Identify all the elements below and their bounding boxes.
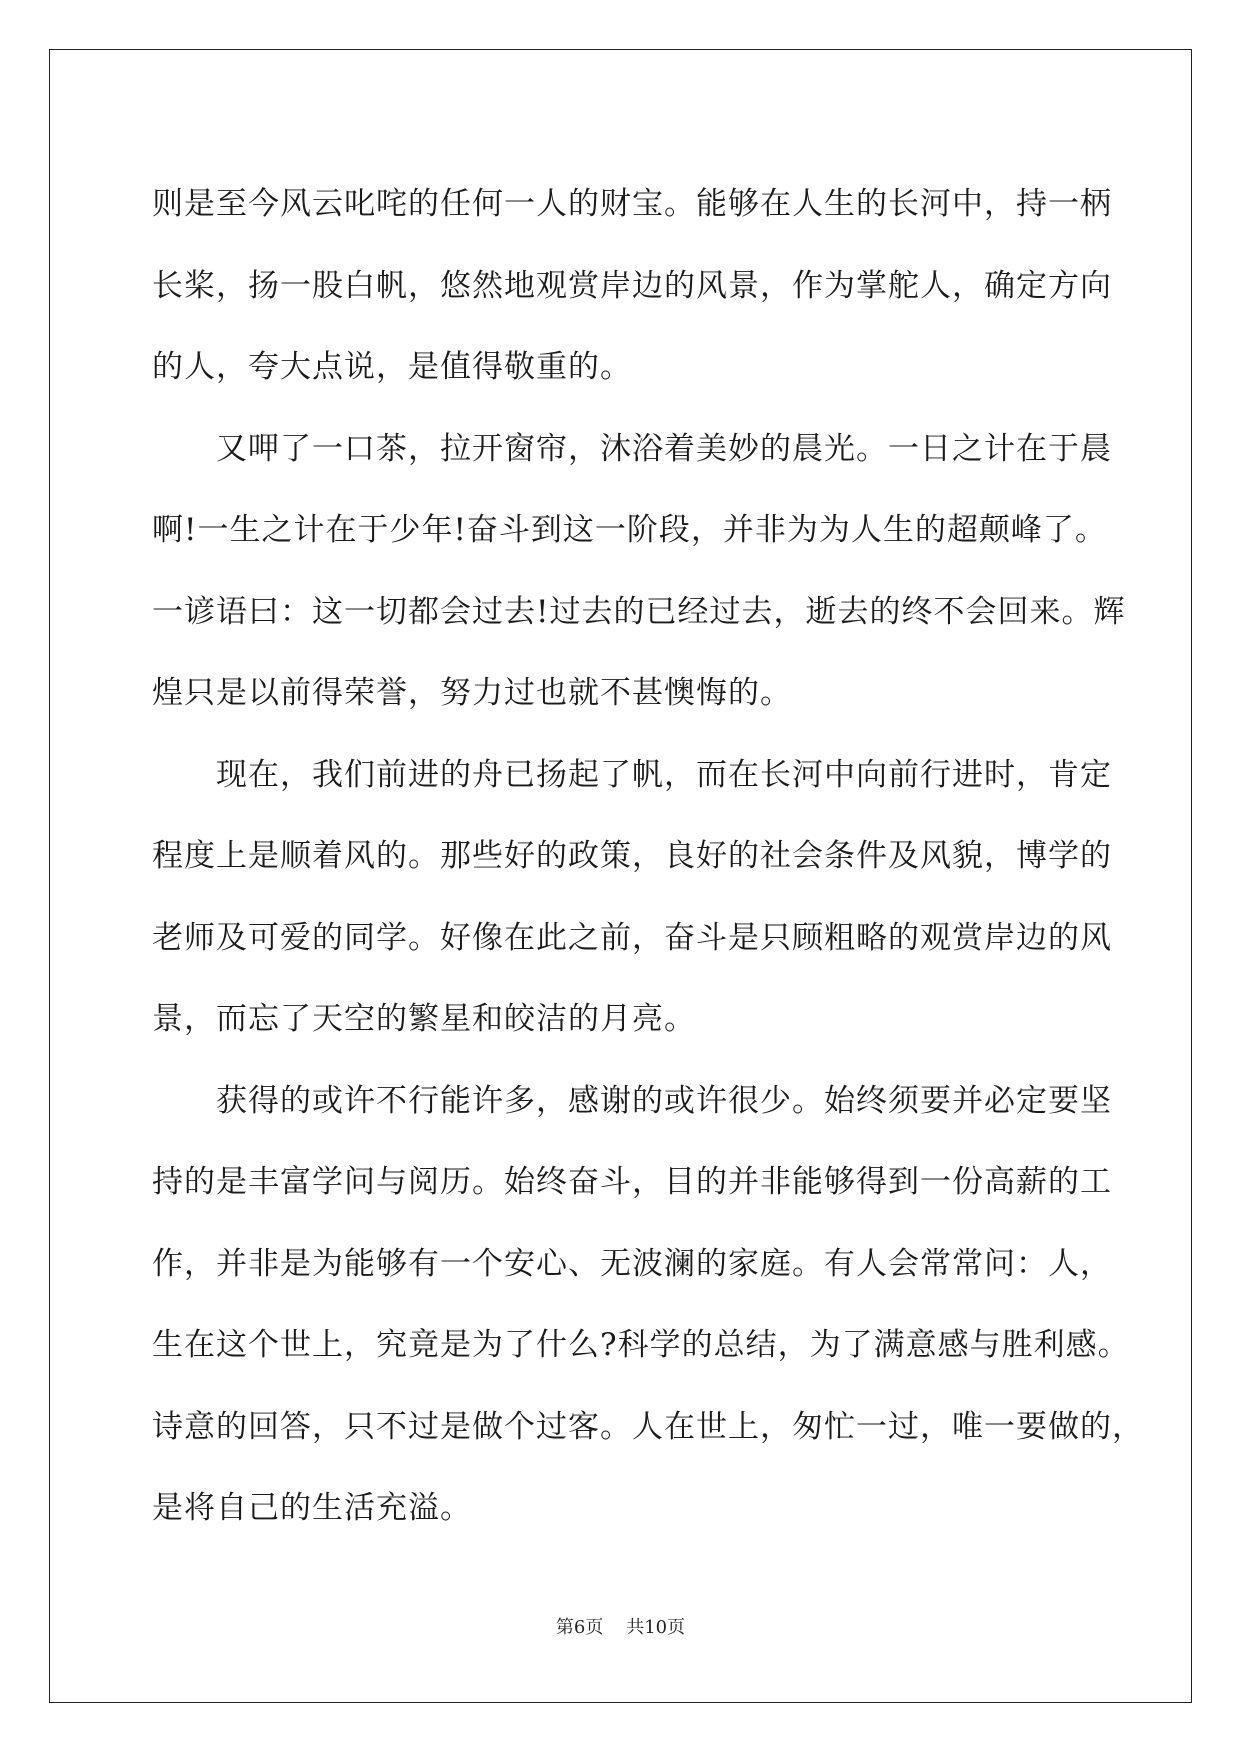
text-line: 作，并非是为能够有一个安心、无波澜的家庭。有人会常常问：人， (152, 1245, 1112, 1282)
text-line: 啊!一生之计在于少年!奋斗到这一阶段，并非为为人生的超颠峰了。 (152, 512, 1107, 548)
page-number: 第6页 (555, 1617, 604, 1638)
text-line: 煌只是以前得荣誉，努力过也就不甚懊悔的。 (152, 675, 792, 711)
text-line: 一谚语曰：这一切都会过去!过去的已经过去，逝去的终不会回来。辉 (152, 593, 1126, 630)
text-line: 老师及可爱的同学。好像在此之前，奋斗是只顾粗略的观赏岸边的风 (152, 919, 1112, 956)
paragraph-2 (152, 409, 1126, 735)
text-line: 诗意的回答，只不过是做个过客。人在世上，匆忙一过，唯一要做的， (152, 1408, 1144, 1445)
paragraph-4 (152, 1061, 1144, 1550)
text-line: 程度上是顺着风的。那些好的政策，良好的社会条件及风貌，博学的 (152, 838, 1112, 874)
document-body (152, 164, 1144, 1550)
text-line: 现在，我们前进的舟已扬起了帆，而在长河中向前行进时，肯定 (216, 756, 1112, 793)
text-line: 景，而忘了天空的繁星和皎洁的月亮。 (152, 1001, 696, 1037)
text-line: 的人，夸大点说，是值得敬重的。 (152, 349, 632, 385)
text-line: 生在这个世上，究竟是为了什么?科学的总结，为了满意感与胜利感。 (152, 1327, 1130, 1363)
text-line: 长桨，扬一股白帆，悠然地观赏岸边的风景，作为掌舵人，确定方向 (152, 267, 1112, 304)
text-line: 持的是丰富学问与阅历。始终奋斗，目的并非能够得到一份高薪的工 (152, 1164, 1112, 1200)
paragraph-1 (152, 164, 1112, 409)
text-line: 获得的或许不行能许多，感谢的或许很少。始终须要并必定要坚 (216, 1082, 1112, 1119)
paragraph-3 (152, 735, 1112, 1061)
page-footer (0, 1616, 1241, 1640)
text-line: 又呷了一口茶，拉开窗帘，沐浴着美妙的晨光。一日之计在于晨 (216, 430, 1112, 467)
page-total: 共10页 (626, 1617, 686, 1638)
text-line: 是将自己的生活充溢。 (152, 1490, 472, 1526)
text-line: 则是至今风云叱咤的任何一人的财宝。能够在人生的长河中，持一柄 (152, 186, 1112, 222)
